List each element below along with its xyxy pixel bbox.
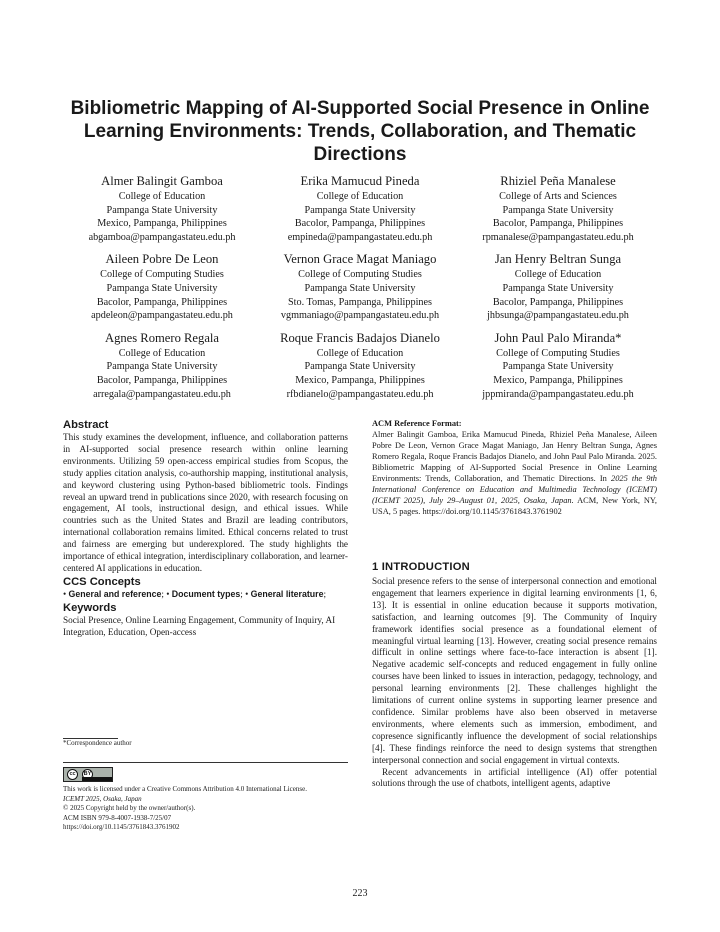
author-department: College of Computing Studies: [298, 269, 422, 281]
author-location: Bacolor, Pampanga, Philippines: [492, 218, 624, 230]
introduction-heading: 1 INTRODUCTION: [372, 561, 470, 573]
author-department: College of Education: [316, 191, 404, 202]
page-number: 223: [352, 888, 368, 899]
abstract-text: This study examines the development, influence, and collaboration patterns in AI-supported social presence research within online learning environments. Utilizing 59 open-access empirical studies from Scopus, the study applies citation analysis, co-authorship mapping, institutional analysis, and keyword clustering using Python-based bibliometric tools. Findings reveal an upward trend in publications since 2020, with research focusing on engagement, AI tools, instructional design, and ethical issues. While countries such as the United States and Brazil are leading contributors, international collaboration remains limited. Ethical concerns related to trust and fairness are emerging but underexplored. The study highlights the importance of ethical integration, interdisciplinary collaboration, and learner-centered AI applications in education.: [63, 432, 348, 573]
correspondence-footnote: *Correspondence author: [63, 739, 132, 747]
author-email: rfbdianelo@pampangastateu.edu.ph: [286, 388, 434, 400]
author-location: Sto. Tomas, Pampanga, Philippines: [288, 296, 432, 308]
acm-reference-authors: Almer Balingit Gamboa, Erika Mamucud Pineda, Rhiziel Peña Manalese, Aileen Pobre De Leon, Vernon Grace Magat Maniago, Jan Henry Beltran Sunga, Agnes Romero Regala, Roque Francis Badajos Dianelo, and John Paul Palo Miranda. 2025. Bibliometric Mapping of AI-Supported Social Presence in Online Learning Environments: Trends, Collaboration, and Thematic Directions. In: [372, 430, 657, 483]
author-university: Pampanga State University: [502, 361, 614, 373]
keywords-heading: Keywords: [63, 601, 117, 614]
author-name: Rhiziel Peña Manalese: [500, 174, 616, 188]
ccs-item: Document types: [171, 588, 241, 599]
acm-reference-heading: ACM Reference Format:: [372, 419, 462, 428]
author-location: Bacolor, Pampanga, Philippines: [294, 218, 426, 230]
author-entry: [63, 330, 261, 401]
author-department: College of Computing Studies: [496, 347, 620, 359]
isbn-line: ACM ISBN 979-8-4007-1938-7/25/07: [63, 813, 172, 822]
acm-reference-tail: ACM, New York, NY, USA, 5 pages. https://doi.org/10.1145/3761843.3761902: [372, 496, 657, 516]
author-email: abgamboa@pampangastateu.edu.ph: [88, 231, 236, 243]
author-location: Mexico, Pampanga, Philippines: [493, 374, 623, 386]
author-university: Pampanga State University: [502, 204, 614, 216]
author-location: Mexico, Pampanga, Philippines: [295, 374, 425, 386]
author-entry: [459, 173, 657, 244]
author-entry: [261, 330, 459, 401]
author-location: Bacolor, Pampanga, Philippines: [96, 296, 228, 308]
author-university: Pampanga State University: [304, 282, 416, 294]
author-department: College of Education: [118, 191, 206, 202]
introduction-paragraph: Social presence refers to the sense of interpersonal connection and emotional engagement that learners experience in digital learning environments [1, 6, 13]. It is essential in online education because it supports motivation, satisfaction, and learning outcomes [9]. The Community of Inquiry framework identifies social presence as a foundational element of meaningful virtual learning [13]. However, creating social presence remains difficult in online settings where face-to-face interaction is absent [1]. Negative academic self-concepts and reduced engagement in fully online courses have been linked to issues in interaction, pedagogy, technology, and personal learning environments [2]. These challenges highlight the limitations of current online systems in supporting learner presence and confidence. Similar problems have also been observed in metaverse environments, where elements such as immersion, embodiment, and copresence significantly influence the development of social relationships [4]. These findings reinforce the need to design systems that strengthen interpersonal connection and social engagement in virtual contexts.: [372, 576, 657, 765]
license-statement: This work is licensed under a Creative Commons Attribution 4.0 International License.: [63, 785, 307, 793]
creative-commons-icon: cc: [67, 769, 78, 780]
author-entry: [261, 173, 459, 244]
author-entry: [459, 330, 657, 401]
ccs-heading: CCS Concepts: [63, 575, 141, 588]
cc-by-license-badge[interactable]: [63, 767, 113, 782]
keywords-text: Social Presence, Online Learning Engagement, Community of Inquiry, AI Integration, Education, Open-access: [63, 614, 336, 637]
introduction-body: [372, 576, 657, 790]
author-email: apdeleon@pampangastateu.edu.ph: [91, 310, 233, 322]
author-location: Bacolor, Pampanga, Philippines: [96, 374, 228, 386]
author-email: empineda@pampangastateu.edu.ph: [287, 231, 433, 243]
author-entry: [63, 251, 261, 322]
author-name: Vernon Grace Magat Maniago: [283, 252, 437, 267]
author-entry: [63, 173, 261, 244]
ccs-item: General literature: [250, 588, 324, 599]
author-university: Pampanga State University: [502, 282, 614, 294]
author-email: vgmmaniago@pampangastateu.edu.ph: [280, 310, 440, 322]
license-divider: [63, 762, 348, 763]
introduction-paragraph: Recent advancements in artificial intelligence (AI) offer potential solutions through the use of chatbots, intelligent agents, adaptive: [372, 766, 657, 789]
author-name: Agnes Romero Regala: [104, 330, 219, 345]
author-university: Pampanga State University: [106, 361, 218, 373]
author-entry: [459, 251, 657, 322]
author-name: Erika Mamucud Pineda: [300, 174, 420, 188]
author-university: Pampanga State University: [106, 282, 218, 294]
author-name: Almer Balingit Gamboa: [101, 174, 223, 188]
ccs-item: General and reference: [68, 588, 162, 599]
author-block: [63, 173, 657, 401]
author-department: College of Education: [514, 269, 602, 281]
ccs-concepts: • General and reference; • Document types; • General literature;: [63, 588, 327, 599]
author-location: Bacolor, Pampanga, Philippines: [492, 296, 624, 308]
author-email: jhbsunga@pampangastateu.edu.ph: [487, 310, 629, 322]
doi-link[interactable]: https://doi.org/10.1145/3761843.3761902: [63, 823, 180, 831]
badge-strip: [82, 777, 112, 781]
license-block: [63, 785, 307, 833]
paper-title: Bibliometric Mapping of AI-Supported Social Presence in Online Learning Environments: Trends, Collaboration, and Thematic Directions: [70, 98, 650, 165]
author-entry: [261, 251, 459, 322]
author-university: Pampanga State University: [304, 361, 416, 373]
author-name: Jan Henry Beltran Sunga: [494, 252, 622, 267]
author-name: Aileen Pobre De Leon: [105, 252, 219, 267]
author-name: Roque Francis Badajos Dianelo: [280, 330, 440, 345]
author-department: College of Arts and Sciences: [499, 191, 617, 202]
author-email: rpmanalese@pampangastateu.edu.ph: [482, 231, 634, 243]
author-university: Pampanga State University: [106, 204, 218, 216]
copyright-line: © 2025 Copyright held by the owner/author(s).: [63, 804, 196, 812]
abstract-heading: Abstract: [63, 419, 109, 431]
attribution-icon: BY: [82, 769, 93, 780]
author-email: jppmiranda@pampangastateu.edu.ph: [482, 388, 634, 400]
author-location: Mexico, Pampanga, Philippines: [97, 218, 227, 230]
acm-reference-text: [372, 429, 657, 517]
author-name: John Paul Palo Miranda*: [494, 330, 622, 345]
conference-location: ICEMT 2025, Osaka, Japan: [63, 794, 142, 803]
author-department: College of Education: [118, 347, 206, 359]
author-department: College of Education: [316, 347, 404, 359]
author-department: College of Computing Studies: [100, 269, 224, 281]
right-column: [372, 418, 657, 789]
author-university: Pampanga State University: [304, 204, 416, 216]
author-email: arregala@pampangastateu.edu.ph: [93, 388, 231, 400]
left-column: [63, 418, 348, 639]
acm-reference-venue: 2025 the 9th International Conference on Education and Multimedia Technology (ICEMT) (ICEMT 2025), July 29–August 01, 2025, Osaka, Japan.: [372, 474, 657, 505]
